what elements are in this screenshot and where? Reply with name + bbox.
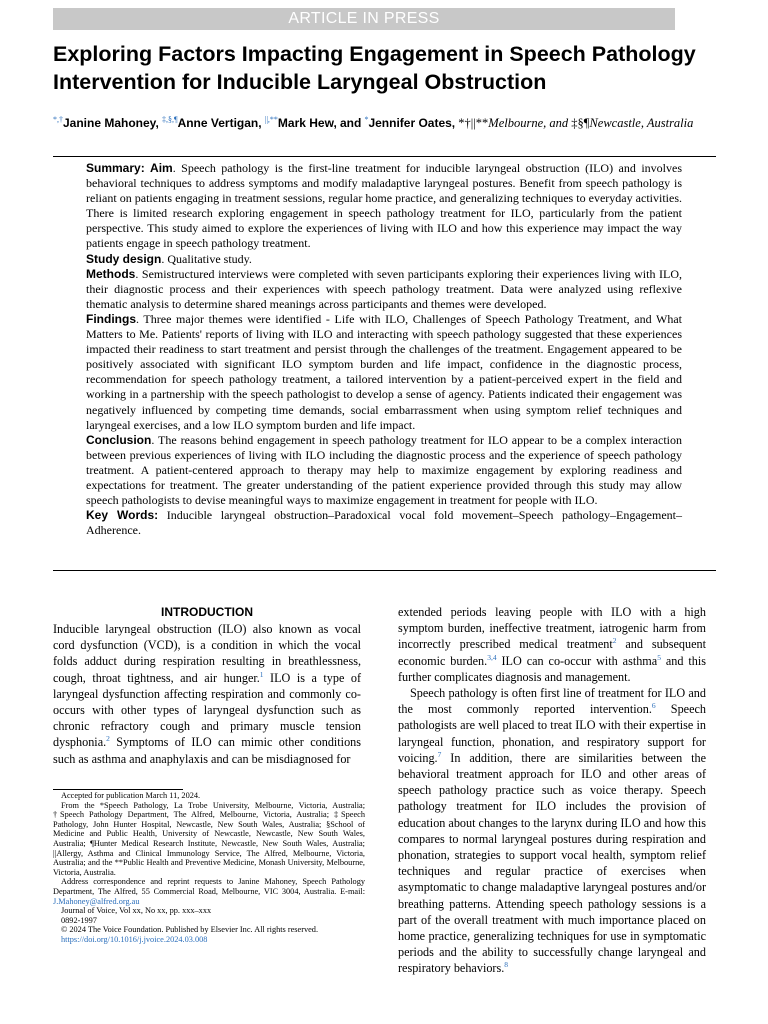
author-affil-mark[interactable]: ‡,§,¶	[161, 115, 178, 124]
abstract-text: . Speech pathology is the first-line treatment for inducible laryngeal obstruction (ILO) and involves behavioral techniques to address symptoms and modify maladaptive laryngeal postures. Benefit from speech pathology is reliant on patients engaging in treatment sessions, regular home practice, and generalizing techniques to everyday activities. There is limited research exploring engagement in speech pathology treatment for ILO, particularly from the patient perspective. This study aimed to explore the experiences of living with ILO and how this experience may impact the way patients engage in speech pathology treatment.	[86, 161, 682, 251]
author-name: Janine Mahoney,	[63, 116, 159, 131]
abstract-design	[86, 252, 682, 267]
abstract-label: Conclusion	[86, 432, 152, 447]
article-title: Exploring Factors Impacting Engagement in Speech Pathology Intervention for Inducible Laryngeal Obstruction	[53, 42, 696, 94]
body-text: In addition, there are similarities between the behavioral treatment approach for ILO and other areas of speech pathology practice such as voice therapy. Speech pathology treatment for ILO includes the provision of education about changes to the larynx during ILO and how this compares to normal laryngeal postures during respiration and phonation, strategies to support vocal health, symptom relief techniques and regular practice of exercises when asymptomatic to change maladaptive laryngeal postures and/or breathing patterns. Attending speech pathology sessions is a part of the overall treatment with much importance placed on home practice, generalizing techniques for use in symptomatic periods and the ability to successfully change laryngeal and respiratory behaviors.	[398, 750, 706, 976]
body-text: Speech pathology is often first line of treatment for ILO and the most commonly reported intervention.	[398, 686, 706, 717]
abstract-conclusion	[86, 433, 682, 508]
body-paragraph	[398, 604, 706, 685]
author-name: Mark Hew,	[277, 116, 337, 131]
abstract-top-rule	[53, 156, 716, 157]
abstract-findings	[86, 312, 682, 433]
abstract-text: . The reasons behind engagement in speech pathology treatment for ILO appear to be a complex interaction between previous experiences of living with ILO including the diagnostic process and the experience of speech pathology treatment. A patient-centered approach to therapy may help to maximize engagement by exploring readiness and expectations for treatment. The greater understanding of the patient experience provided through this study may allow speech pathologists to devise meaningful ways to maximize engagement in treatment for people with ILO.	[86, 432, 682, 508]
abstract-summary	[86, 161, 682, 252]
author-affil-mark[interactable]: *,†	[53, 115, 63, 124]
citation-link[interactable]: 2	[612, 636, 617, 646]
author-affil-mark[interactable]: ||,**	[264, 115, 278, 124]
body-text: Speech pathologists are well placed to treat ILO with their expertise in laryngeal function, phonation, and respiratory support for voicing.	[398, 702, 706, 765]
email-link[interactable]: J.Mahoney@alfred.org.au	[53, 896, 140, 906]
author-name: Jennifer Oates,	[368, 116, 456, 131]
citation-link[interactable]: 7	[437, 749, 442, 759]
footnotes	[53, 791, 365, 945]
abstract-methods	[86, 267, 682, 312]
abstract-label: Methods	[86, 266, 136, 281]
author-name: Anne Vertigan,	[177, 116, 262, 131]
footnote-issn: 0892-1997	[61, 915, 97, 925]
abstract-label: Summary: Aim	[86, 161, 173, 175]
footnote-journal: Journal of Voice, Vol xx, No xx, pp. xxx–xxx	[61, 906, 212, 916]
article-in-press-banner: ARTICLE IN PRESS	[53, 8, 675, 30]
body-paragraph	[53, 621, 361, 767]
footnote-accepted: Accepted for publication March 11, 2024.	[61, 791, 201, 800]
section-heading: INTRODUCTION	[161, 605, 253, 619]
body-text: Inducible laryngeal obstruction (ILO) also known as vocal cord dysfunction (VCD), is a condition in which the vocal folds adduct during respiration resulting in breathlessness, cough, throat tightness, and air hunger.	[53, 622, 361, 685]
abstract-text: Inducible laryngeal obstruction–Paradoxical vocal fold movement–Speech pathology–Engagement–Adherence.	[86, 508, 682, 538]
body-text: ILO can co-occur with asthma	[496, 653, 658, 668]
author-conjunction: and	[339, 116, 362, 131]
affiliation-marks: ‡§¶	[571, 116, 590, 131]
abstract-bottom-rule	[53, 570, 716, 571]
author-list	[53, 112, 713, 131]
affiliation-location: Melbourne, and	[488, 116, 569, 131]
footnote-address	[53, 877, 365, 906]
citation-link[interactable]: 3,4	[487, 652, 497, 662]
left-column	[53, 604, 361, 767]
footnote-copyright: © 2024 The Voice Foundation. Published by Elsevier Inc. All rights reserved.	[61, 925, 319, 935]
abstract-keywords	[86, 508, 682, 538]
abstract-label: Study design	[86, 251, 162, 266]
author-affil-mark[interactable]: *	[364, 115, 369, 124]
abstract-label: Key Words:	[86, 508, 159, 523]
citation-link[interactable]: 5	[657, 652, 661, 662]
footnote-doi	[53, 935, 365, 945]
affiliation-location: Newcastle, Australia	[589, 116, 694, 131]
body-text: and subsequent economic burden.	[398, 637, 706, 668]
footnote-rule	[53, 789, 183, 790]
abstract	[86, 161, 682, 538]
citation-link[interactable]: 6	[651, 701, 656, 711]
body-text: ILO is a type of laryngeal dysfunction affecting respiration and commonly co-occurs with other types of laryngeal dysfunction such as chronic refractory cough and primary muscle tension dysphonia.	[53, 670, 362, 750]
abstract-text: . Three major themes were identified - Life with ILO, Challenges of Speech Pathology Treatment, and What Matters to Me. Patients' reports of living with ILO and interacting with speech pathology suggested that these experiences impacted their readiness to start treatment and persist through the challenges of the treatment. Engagement appeared to be positively associated with significant ILO symptom burden and life impact, confidence in the diagnostic process, recommendation for speech pathology treatment, a tailored intervention by a patient-perceived expert in the field and working in a partnership with the speech pathologist to develop a sense of agency. Patients indicated their engagement was negatively influenced by competing time demands, social embarrassment when using symptom relief techniques and laryngeal exercises, and a low ILO symptom burden and life impact.	[86, 311, 682, 432]
body-text: Symptoms of ILO can mimic other conditions such as asthma and anaphylaxis and can be misdiagnosed for	[53, 735, 361, 766]
footnote-text: Address correspondence and reprint requests to Janine Mahoney, Speech Pathology Department, The Alfred, 55 Commercial Road, Melbourne, VIC 3004, Australia. E-mail:	[53, 877, 365, 896]
abstract-text: . Qualitative study.	[161, 251, 252, 266]
right-column	[398, 604, 706, 977]
abstract-label: Findings	[86, 311, 136, 326]
citation-link[interactable]: 8	[504, 960, 509, 970]
citation-link[interactable]: 1	[259, 669, 264, 679]
citation-link[interactable]: 2	[106, 734, 110, 744]
body-text: extended periods leaving people with ILO with a high symptom burden, ineffective treatment, iatrogenic harm from incorrectly prescribed medical treatment	[398, 605, 706, 652]
doi-link[interactable]: https://doi.org/10.1016/j.jvoice.2024.03.008	[61, 934, 208, 944]
body-text: and this further complicates diagnosis and management.	[398, 653, 706, 684]
abstract-text: . Semistructured interviews were completed with seven participants exploring their experiences living with ILO, their diagnostic process and their experiences with speech pathology treatment. Data were analyzed using reflexive thematic analysis to determine shared meanings across participants and themes were developed.	[86, 266, 682, 311]
body-paragraph	[398, 685, 706, 977]
footnote-affiliations: From the *Speech Pathology, La Trobe University, Melbourne, Victoria, Australia; †Speech Pathology Department, The Alfred, Melbourne, Victoria, Australia; ‡Speech Pathology, John Hunter Hospital, Newcastle, New South Wales, Australia; §School of Medicine and Public Health, University of Newcastle, Newcastle, New South Wales, Australia; ¶Hunter Medical Research Institute, Newcastle, New South Wales, Australia; ||Allergy, Asthma and Clinical Immunology Service, The Alfred, Melbourne, Victoria, Australia; and the **Public Health and Preventive Medicine, Monash University, Melbourne, Victoria, Australia.	[53, 800, 365, 877]
affiliation-marks: *†||**	[458, 116, 489, 131]
